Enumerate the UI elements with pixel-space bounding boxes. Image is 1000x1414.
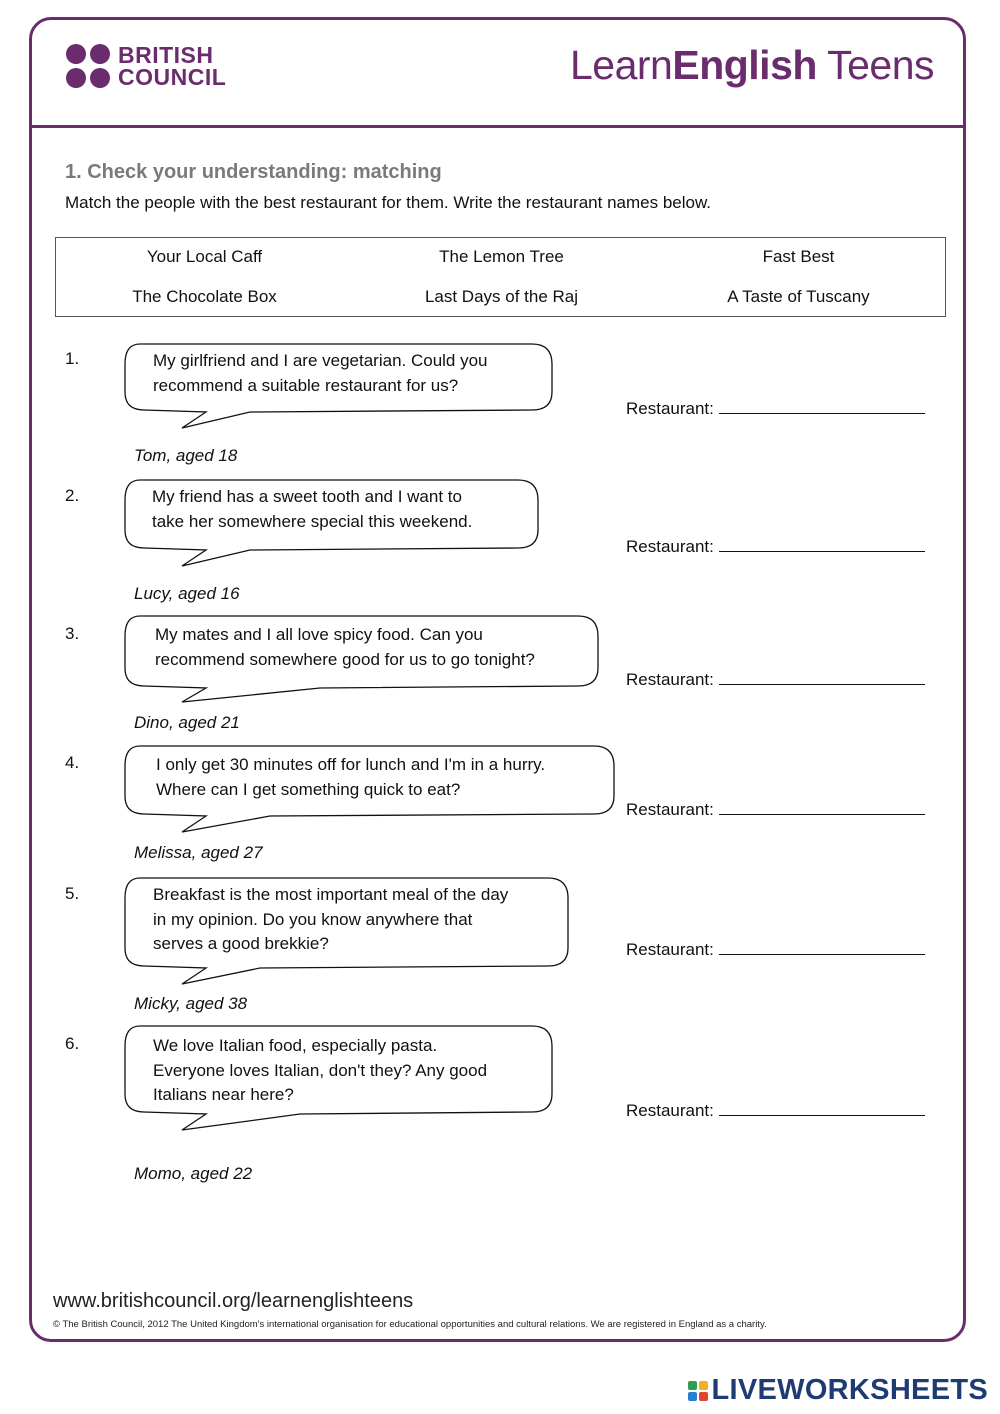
answer-blank[interactable] <box>719 668 925 685</box>
header-divider <box>29 125 966 128</box>
british-council-dots-icon <box>66 44 110 88</box>
item-number: 5. <box>65 884 80 903</box>
section-title: 1. Check your understanding: matching <box>65 161 442 183</box>
restaurant-option: The Chocolate Box <box>132 287 277 306</box>
copyright-notice: © The British Council, 2012 The United Kingdom's international organisation for educational opportunities and cultural relations. We are registered in England as a charity. <box>53 1319 767 1330</box>
speech-text: My friend has a sweet tooth and I want to take her somewhere special this weekend. <box>152 487 473 531</box>
learnenglish-teens-logo: LearnEnglish Teens <box>569 42 934 88</box>
restaurant-option: A Taste of Tuscany <box>727 287 870 306</box>
answer-field[interactable] <box>626 535 925 557</box>
speaker-name: Dino, aged 21 <box>134 713 240 732</box>
liveworksheets-icon <box>688 1381 708 1401</box>
item-number: 3. <box>65 624 80 643</box>
website-url: www.britishcouncil.org/learnenglishteens <box>53 1290 414 1312</box>
speaker-name: Tom, aged 18 <box>134 446 238 465</box>
answer-blank[interactable] <box>719 1099 925 1116</box>
instructions: Match the people with the best restaurant for them. Write the restaurant names below. <box>65 193 712 212</box>
restaurant-option: Your Local Caff <box>146 247 263 266</box>
speech-text: We love Italian food, especially pasta. Everyone loves Italian, don't they? Any good Italians near here? <box>153 1036 488 1104</box>
restaurant-list-box <box>55 237 946 317</box>
item-number: 2. <box>65 486 80 505</box>
answer-label: Restaurant: <box>626 940 714 959</box>
answer-blank[interactable] <box>719 798 925 815</box>
british-council-logo <box>66 44 226 88</box>
restaurant-option: Last Days of the Raj <box>424 287 579 306</box>
speaker-name: Micky, aged 38 <box>134 994 248 1013</box>
liveworksheets-wordmark: LIVEWORKSHEETS <box>711 1374 988 1406</box>
british-council-wordmark: BRITISH COUNCIL <box>118 42 227 90</box>
speech-text: My mates and I all love spicy food. Can you recommend somewhere good for us to go tonight? <box>155 625 535 669</box>
speaker-name: Melissa, aged 27 <box>134 843 263 862</box>
answer-field[interactable] <box>626 397 925 419</box>
liveworksheets-logo <box>688 1374 989 1407</box>
speaker-name: Momo, aged 22 <box>134 1164 253 1183</box>
speech-text: Breakfast is the most important meal of the day in my opinion. Do you know anywhere that serves a good brekkie? <box>153 885 509 953</box>
item-number: 6. <box>65 1034 80 1053</box>
answer-label: Restaurant: <box>626 670 714 689</box>
answer-label: Restaurant: <box>626 537 714 556</box>
answer-field[interactable] <box>626 938 925 960</box>
answer-field[interactable] <box>626 798 925 820</box>
restaurant-option: The Lemon Tree <box>439 247 564 266</box>
speaker-name: Lucy, aged 16 <box>134 584 240 603</box>
answer-label: Restaurant: <box>626 800 714 819</box>
answer-label: Restaurant: <box>626 1101 714 1120</box>
speech-text: My girlfriend and I are vegetarian. Could you recommend a suitable restaurant for us? <box>153 351 488 395</box>
item-number: 4. <box>65 753 80 772</box>
answer-blank[interactable] <box>719 397 925 414</box>
answer-field[interactable] <box>626 668 925 690</box>
item-number: 1. <box>65 349 80 368</box>
restaurant-option: Fast Best <box>762 247 835 266</box>
answer-blank[interactable] <box>719 535 925 552</box>
speech-text: I only get 30 minutes off for lunch and I'm in a hurry. Where can I get something quick to eat? <box>156 755 546 799</box>
answer-label: Restaurant: <box>626 399 714 418</box>
answer-blank[interactable] <box>719 938 925 955</box>
answer-field[interactable] <box>626 1099 925 1121</box>
